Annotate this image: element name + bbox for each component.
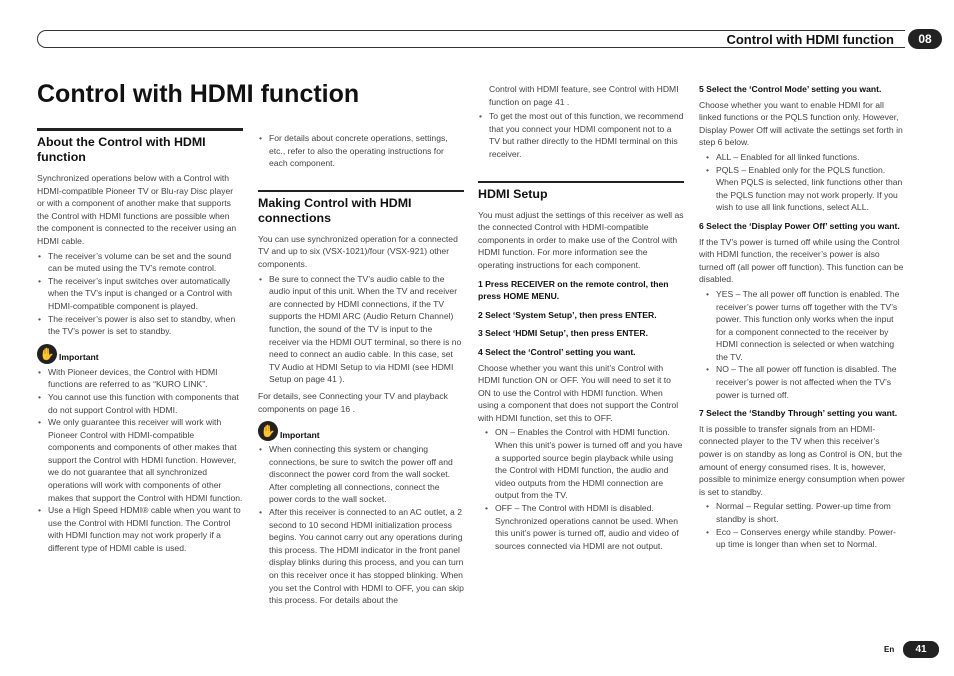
- list-item: • We only guarantee this receiver will work with Pioneer Control with HDMI-compatible components and components of other makes that support the Control with HDMI function. However, we do not guarantee that all synchronized operations will work with components of other makes that support the Control with HDMI function.: [37, 416, 243, 504]
- list-item: • ALL – Enabled for all linked functions.: [705, 151, 905, 164]
- list-item: • Eco – Conserves energy while standby. Power-up time is longer than when set to Normal.: [705, 526, 905, 551]
- footer-language: En: [884, 645, 895, 654]
- section-heading-hdmi-setup: HDMI Setup: [478, 181, 684, 202]
- list-item: • The receiver’s input switches over automatically when the TV’s input is changed or a Control with HDMI-compatible component is played.: [37, 275, 243, 313]
- bullet-list: [478, 110, 684, 160]
- page-title: Control with HDMI function: [37, 80, 360, 108]
- step-7: 7 Select the ‘Standby Through’ setting you want.: [699, 408, 898, 419]
- list-item: • The receiver’s power is also set to standby, when the TV’s power is set to standby.: [37, 313, 243, 338]
- important-label: Important: [59, 352, 99, 363]
- step-1: 1 Press RECEIVER on the remote control, then press HOME MENU.: [478, 278, 669, 302]
- section-heading-about: About the Control with HDMI function: [37, 128, 243, 165]
- paragraph: You must adjust the settings of this receiver as well as the connected Control with HDMI-compatible components in order to make use of the Control with HDMI function. For more information see the operating instructions for each component.: [478, 209, 684, 270]
- list-item: • To get the most out of this function, we recommend that you connect your HDMI component not to a TV but rather directly to the HDMI terminal on this receiver.: [478, 110, 684, 160]
- list-item: • Normal – Regular setting. Power-up time from standby is short.: [705, 500, 905, 525]
- list-item: • For details about concrete operations, settings, etc., refer to also the operating instructions for each component.: [258, 132, 464, 170]
- column-1: [37, 128, 243, 559]
- bullet-list: [37, 250, 243, 338]
- list-item: • When connecting this system or changing connections, be sure to switch the power off and disconnect the power cord from the wall socket. After completing all connections, connect the power cords to the wall socket.: [258, 443, 464, 506]
- list-item: • After this receiver is connected to an AC outlet, a 2 second to 10 second HDMI initialization process begins. You cannot carry out any operations during this process. The HDMI indicator in the front panel display blinks during this process, and you can turn on this receiver once it has stopped blinking. When you set the Control with HDMI to OFF, you can skip this process. For details about the: [258, 506, 464, 607]
- important-list: [258, 443, 464, 607]
- list-item: • Use a High Speed HDMI® cable when you want to use the Control with HDMI function. The Control with HDMI function may not work properly if a different type of HDMI cable is used.: [37, 504, 243, 554]
- page-number: 41: [903, 641, 939, 658]
- list-item: • ON – Enables the Control with HDMI function. When this unit’s power is turned off and you have a supported source begin playback while using the Control with HDMI function, the audio and video outputs from the HDMI connection are output from the TV.: [484, 426, 684, 502]
- step-5: 5 Select the ‘Control Mode’ setting you want.: [699, 84, 882, 94]
- list-item: • Be sure to connect the TV’s audio cable to the audio input of this unit. When the TV and receiver are connected by HDMI connections, if the TV supports the HDMI ARC (Audio Return Channel) function, the sound of the TV is input to the receiver via the HDMI OUT terminal, so there is no need to connect an audio cable. In this case, set TV Audio at HDMI Setup to via HDMI (see HDMI Setup on page 41 ).: [258, 273, 464, 386]
- paragraph: Choose whether you want to enable HDMI for all linked functions or the PQLS function only. However, Display Power Off will activate the settings set forth in step 6 below.: [699, 99, 903, 148]
- step-4: 4 Select the ‘Control’ setting you want.: [478, 346, 636, 357]
- paragraph: Control with HDMI feature, see Control with HDMI function on page 41 .: [489, 84, 679, 107]
- paragraph: If the TV’s power is turned off while using the Control with HDMI function, the receiver’s power is also turned off (all power off function). This function can be disabled.: [699, 236, 904, 285]
- bullet-list: [258, 273, 464, 386]
- list-item: • OFF – The Control with HDMI is disabled. Synchronized operations cannot be used. When this unit’s power is turned off, audio and video of sources connected via HDMI are not output.: [484, 502, 684, 552]
- column-3: [478, 83, 684, 556]
- step-3: 3 Select ‘HDMI Setup’, then press ENTER.: [478, 328, 649, 339]
- option-list: [699, 151, 905, 214]
- paragraph: You can use synchronized operation for a connected TV and up to six (VSX-1021)/four (VSX-921) other components.: [258, 233, 458, 269]
- option-list: [699, 288, 905, 401]
- option-list: [478, 426, 684, 552]
- important-hand-icon: ✋: [258, 421, 278, 441]
- paragraph: It is possible to transfer signals from an HDMI-connected player to the TV when this receiver’s power is on standby as long as Control is ON, but the amount of energy consumed rises. It is, however, possible to minimize energy consumption when power is set to standby.: [699, 423, 905, 497]
- section-heading-connections: Making Control with HDMI connections: [258, 190, 464, 226]
- important-label: Important: [280, 429, 320, 440]
- column-2: [258, 130, 464, 611]
- list-item: • PQLS – Enabled only for the PQLS function. When PQLS is selected, link functions other than the PQLS function may not work properly. If you wish to use all link functions, select ALL.: [705, 164, 905, 214]
- step-6: 6 Select the ‘Display Power Off’ setting you want.: [699, 220, 900, 231]
- column-4: [699, 83, 905, 555]
- list-item: • NO – The all power off function is disabled. The receiver’s power is not affected when the TV’s power is turned off.: [705, 363, 905, 401]
- option-list: [699, 500, 905, 550]
- important-note: [37, 344, 243, 364]
- list-item: • The receiver’s volume can be set and the sound can be muted using the TV’s remote control.: [37, 250, 243, 275]
- list-item: • With Pioneer devices, the Control with HDMI functions are referred to as “KURO LINK”.: [37, 366, 243, 391]
- running-header-title: Control with HDMI function: [726, 32, 894, 47]
- list-item: • You cannot use this function with components that do not support Control with HDMI.: [37, 391, 243, 416]
- important-hand-icon: ✋: [37, 344, 57, 364]
- step-2: 2 Select ‘System Setup’, then press ENTER.: [478, 309, 657, 320]
- bullet-list: [258, 132, 464, 170]
- paragraph: Synchronized operations below with a Control with HDMI-compatible Pioneer TV or Blu-ray Disc player or with a component of another make that supports the Control with HDMI functions are possible when the component is connected to the receiver using an HDMI cable.: [37, 173, 237, 246]
- chapter-badge: 08: [908, 29, 942, 49]
- important-note: [258, 421, 464, 441]
- list-item: • YES – The all power off function is enabled. The receiver’s power turns off together with the TV’s power. This function only works when the input for a component connected to the receiver by HDMI connection is selected or when watching the TV.: [705, 288, 905, 364]
- important-list: [37, 366, 243, 555]
- paragraph: Choose whether you want this unit’s Control with HDMI function ON or OFF. You will need to set it to ON to use the Control with HDMI function. When using a component that does not support the Control with HDMI function, set this to OFF.: [478, 362, 679, 423]
- paragraph: For details, see Connecting your TV and playback components on page 16 .: [258, 390, 448, 414]
